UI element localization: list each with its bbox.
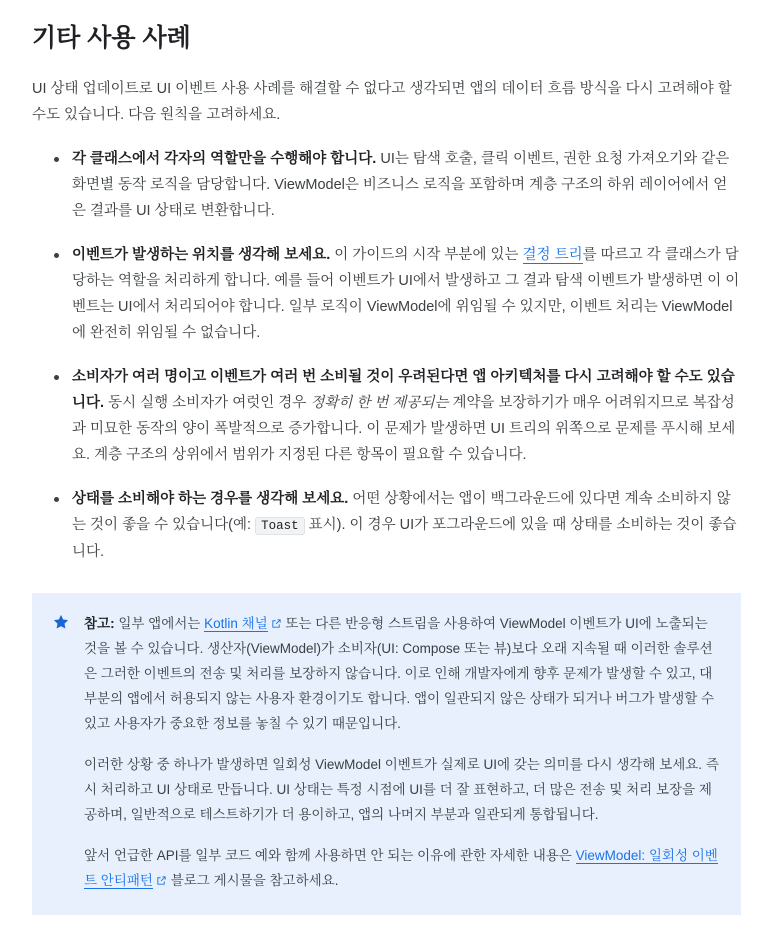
intro-paragraph: UI 상태 업데이트로 UI 이벤트 사용 사례를 해결할 수 없다고 생각되면 앱의 데이터 흐름 방식을 다시 고려해야 할 수도 있습니다. 다음 원칙을 고려하세요. [32,81,732,123]
list-item [54,486,741,565]
principle-body-post: 계약을 보장하기가 매우 어려워지므로 복잡성과 미묘한 동작의 양이 폭발적으로 증가합니다. 이 문제가 발생하면 UI 트리의 위쪽으로 문제를 푸시해 보세요. 계층 구조의 상위에서 범위가 지정된 다른 항목이 필요할 수 있습니다. [72,395,736,463]
principle-body: UI는 탐색 호출, 클릭 이벤트, 권한 요청 가져오기와 같은 화면별 동작 로직을 담당합니다. ViewModel은 비즈니스 로직을 포함하며 계층 구조의 하위 레이어에서 얻은 결과를 UI 상태로 변환합니다. [72,151,730,219]
principle-lead: 각 클래스에서 각자의 역할만을 수행해야 합니다. [72,151,377,167]
viewmodel-antipattern-link[interactable]: ViewModel: 일회성 이벤트 안티패턴 [84,848,718,888]
note-p3-pre: 앞서 언급한 API를 일부 코드 예와 함께 사용하면 안 되는 이유에 관한 자세한 내용은 [84,848,576,863]
principle-emphasis: 정확히 한 번 제공되는 [310,395,449,411]
principle-body-post: 를 따르고 각 클래스가 담당하는 역할을 처리하게 합니다. 예를 들어 이벤트가 UI에서 발생하고 그 결과 탐색 이벤트가 발생하면 이 이벤트는 UI에서 처리되어야 합니다. 일부 로직이 ViewModel에 위임될 수 있지만, 이벤트 처리는 ViewModel에 완전히 위임될 수 없습니다. [72,247,740,341]
principle-body-post: 표시). 이 경우 UI가 포그라운드에 있을 때 상태를 소비하는 것이 좋습니다. [72,517,737,560]
principles-list [32,146,741,565]
kotlin-channel-link[interactable]: Kotlin 채널 [204,616,268,631]
star-icon [52,613,74,636]
principle-body-pre: 어떤 상황에서는 앱이 백그라운드에 있다면 계속 소비하지 않는 것이 좋을 수 있습니다(예: [72,491,731,533]
note-p3-post: 블로그 게시물을 참고하세요. [166,873,339,888]
principle-lead: 상태를 소비해야 하는 경우를 생각해 보세요. [72,491,349,507]
page-title: 기타 사용 사례 [32,24,191,52]
decision-tree-link[interactable]: 결정 트리 [522,247,583,263]
principle-body-pre: 이 가이드의 시작 부분에 있는 [330,247,523,263]
principle-lead: 이벤트가 발생하는 위치를 생각해 보세요. [72,247,331,263]
list-item [54,364,741,468]
principle-lead: 소비자가 여러 명이고 이벤트가 여러 번 소비될 것이 우려된다면 앱 아키텍처를 다시 고려해야 할 수도 있습니다. [72,369,735,411]
note-row [52,611,719,893]
list-item [54,242,741,346]
note-callout [32,593,741,915]
list-item [54,146,741,224]
note-p1-pre: 일부 앱에서는 [114,616,205,631]
note-paragraph-3 [84,843,719,893]
note-label: 참고: [84,616,115,631]
external-link-icon [271,612,282,623]
toast-code: Toast [255,517,305,535]
note-paragraph-2: 이러한 상황 중 하나가 발생하면 일회성 ViewModel 이벤트가 실제로 UI에 갖는 의미를 다시 생각해 보세요. 즉시 처리하고 UI 상태로 만듭니다. UI 상태는 특정 시점에 UI를 더 잘 표현하고, 더 많은 전송 및 처리 보장을 제공하며, 일반적으로 테스트하기가 더 용이하고, 앱의 나머지 부분과 일관되게 통합됩니다. [84,757,719,822]
principle-body-pre: 동시 실행 소비자가 여럿인 경우 [104,395,311,411]
note-body [84,611,719,893]
note-paragraph-1 [84,611,719,736]
note-p1-post: 또는 다른 반응형 스트림을 사용하여 ViewModel 이벤트가 UI에 노출되는 것을 볼 수 있습니다. 생산자(ViewModel)가 소비자(UI: Compose 또는 뷰)보다 오래 지속될 때 이러한 솔루션은 그러한 이벤트의 전송 및 처리를 보장하지 않습니다. 이로 인해 개발자에게 향후 문제가 발생할 수 있고, 대부분의 앱에서 허용되지 않는 사용자 환경이기도 합니다. 앱이 일관되지 않은 상태가 되거나 버그가 발생할 수 있고 사용자가 중요한 정보를 놓칠 수 있기 때문입니다. [84,616,715,731]
